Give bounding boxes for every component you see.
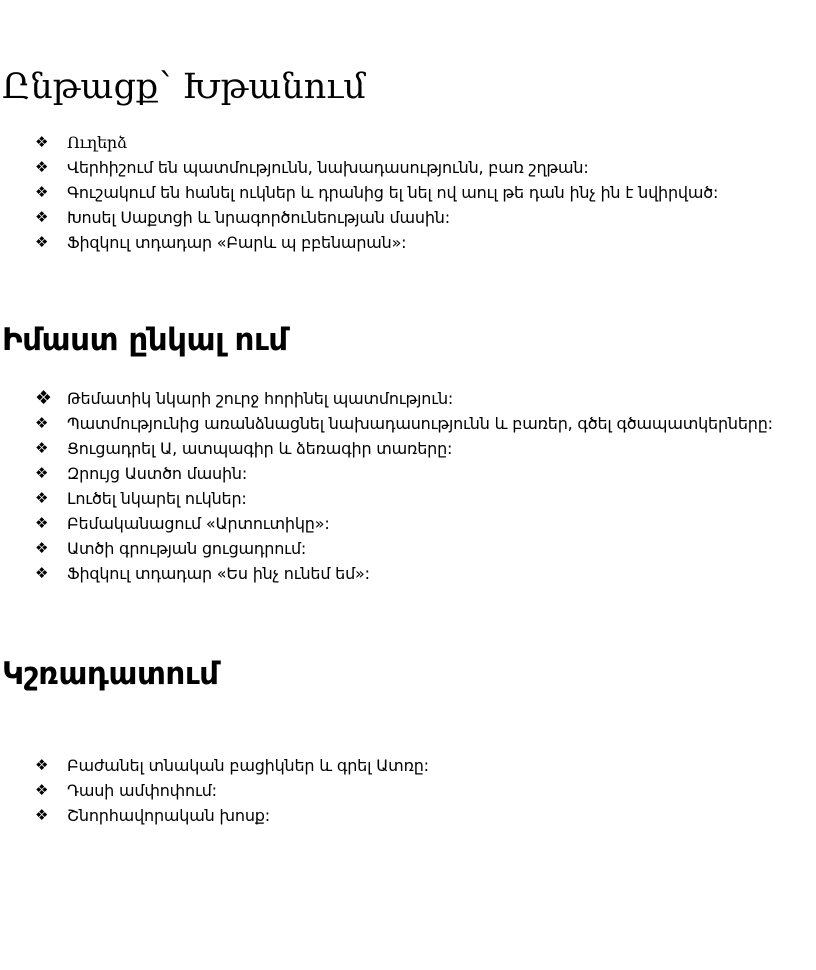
diamond-bullet-icon: ❖: [35, 183, 49, 201]
diamond-bullet-icon: ❖: [35, 158, 49, 176]
section-engagement: [0, 67, 816, 107]
section-title-reflection: Կշռադատում: [2, 656, 219, 692]
list-item: [0, 180, 816, 205]
diamond-bullet-icon: ❖: [35, 564, 49, 582]
list-item: [0, 778, 816, 803]
list-item: [0, 803, 816, 828]
diamond-bullet-icon: ❖: [35, 781, 49, 799]
diamond-bullet-icon: ❖: [35, 539, 49, 557]
list-item: [0, 205, 816, 230]
list-item-text: Բեմականացում «Արտուտիկը»:: [67, 514, 330, 533]
list-item-text: Բաժանել տնական բացիկներ և գրել Ատռը:: [67, 756, 429, 775]
list-item-text: Վերհիշում են պատմությունն, նախադասությունն, բառ շղթան:: [67, 158, 589, 177]
list-item-text: Զրույց Աստծո մասին:: [67, 464, 248, 483]
list-item: [0, 155, 816, 180]
list-item: [0, 130, 816, 155]
diamond-bullet-icon: ❖: [35, 464, 49, 482]
section-comprehension: [0, 322, 816, 358]
list-item-text: Շնորհավորական խոսք:: [67, 806, 270, 825]
list-item-text: Ատծի գրության ցուցադրում:: [67, 539, 307, 558]
list-item-text: Գուշակում են հանել ուկներ և դրանից ել նել ով աուլ թե դան ինչ ին է նվիրված:: [67, 183, 719, 202]
list-item-text: Թեմատիկ նկարի շուրջ հորինել պատմություն:: [67, 389, 454, 408]
diamond-bullet-icon: ❖: [35, 414, 49, 432]
list-item-text: Ցուցադրել Ա, ատպագիր և ձեռագիր տառերը:: [67, 439, 453, 458]
diamond-bullet-icon: ❖: [35, 387, 52, 409]
section-reflection-list-wrap: [0, 753, 816, 828]
list-item-text: Պատմությունից առանձնացնել նախադասությունն և բառեր, գծել գծապատկերները:: [67, 414, 773, 433]
list-item-text: Ֆիզկուլ տդադար «Ես ինչ ունեմ եմ»:: [67, 564, 370, 583]
list-item-text: Դասի ամփոփում:: [67, 781, 217, 800]
comprehension-list: [0, 386, 816, 586]
list-item: [0, 486, 816, 511]
list-item: [0, 511, 816, 536]
diamond-bullet-icon: ❖: [35, 439, 49, 457]
diamond-bullet-icon: ❖: [35, 233, 49, 251]
list-item: [0, 411, 816, 436]
engagement-list: [0, 130, 816, 255]
diamond-bullet-icon: ❖: [35, 756, 49, 774]
list-item: [0, 436, 816, 461]
list-item: [0, 230, 816, 255]
list-item-text: Լուծել նկարել ուկներ:: [67, 489, 247, 508]
diamond-bullet-icon: ❖: [35, 133, 49, 151]
list-item-text: Խոսել Սաքտցի և նրագործունեության մասին:: [67, 208, 450, 227]
list-item: [0, 461, 816, 486]
list-item: [0, 753, 816, 778]
list-item-text: Ուղերձ: [67, 133, 127, 152]
list-item: [0, 386, 816, 411]
section-reflection: [0, 656, 816, 692]
section-title-comprehension: Իմաստ ընկալ ում: [2, 322, 288, 358]
diamond-bullet-icon: ❖: [35, 489, 49, 507]
diamond-bullet-icon: ❖: [35, 208, 49, 226]
section-comprehension-list-wrap: [0, 386, 816, 586]
section-title-engagement: Ընթացք՝ Խթանում: [2, 67, 366, 107]
section-engagement-list-wrap: [0, 130, 816, 255]
reflection-list: [0, 753, 816, 828]
diamond-bullet-icon: ❖: [35, 514, 49, 532]
list-item: [0, 536, 816, 561]
list-item-text: Ֆիզկուլ տդադար «Բարև պ բբենարան»:: [67, 233, 407, 252]
list-item: [0, 561, 816, 586]
diamond-bullet-icon: ❖: [35, 806, 49, 824]
